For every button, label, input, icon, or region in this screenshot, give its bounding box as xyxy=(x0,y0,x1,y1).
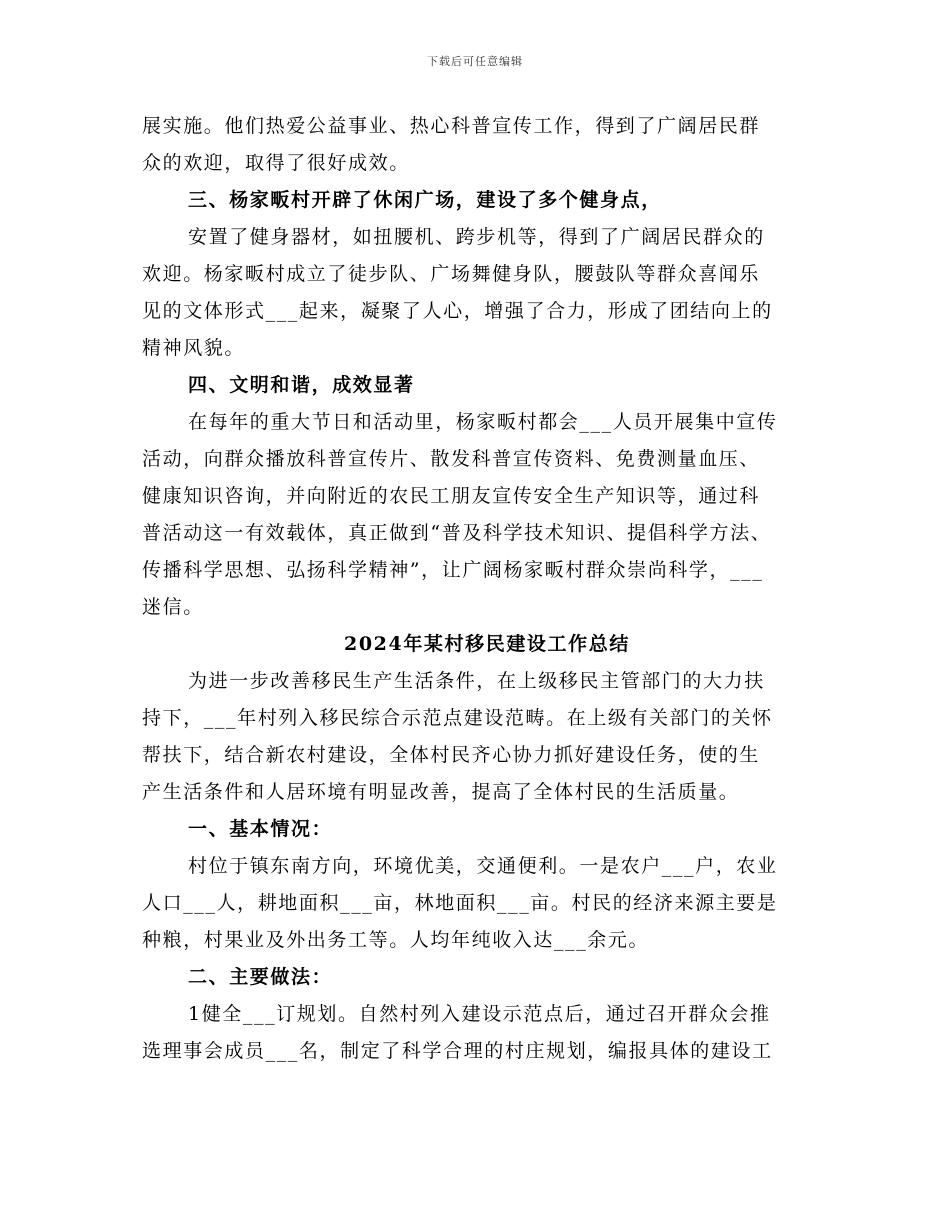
text-line: 为进一步改善移民生产生活条件，在上级移民主管部门的大力扶 xyxy=(188,670,765,692)
document-title: 2024年某村移民建设工作总结 xyxy=(344,633,630,655)
text-line: 精神风貌。 xyxy=(142,337,246,359)
text-line: 迷信。 xyxy=(142,596,204,618)
text-line: 见的文体形式___起来，凝聚了人心，增强了合力，形成了团结向上的 xyxy=(142,300,773,322)
section-heading: 三、杨家畈村开辟了休闲广场，建设了多个健身点， xyxy=(188,189,662,211)
text-line: 在每年的重大节日和活动里，杨家畈村都会___人员开展集中宣传 xyxy=(188,411,778,433)
text-line: 展实施。他们热爱公益事业、热心科普宣传工作，得到了广阔居民群 xyxy=(142,115,761,137)
text-line: 持下，___年村列入移民综合示范点建设范畴。在上级有关部门的关怀 xyxy=(142,707,773,729)
section-heading: 一、基本情况： xyxy=(188,818,333,840)
page-header: 下载后可任意编辑 xyxy=(427,55,523,68)
text-line: 1健全___订规划。自然村列入建设示范点后，通过召开群众会推 xyxy=(188,1003,771,1025)
section-heading: 二、主要做法： xyxy=(188,966,333,988)
text-line: 帮扶下，结合新农村建设，全体村民齐心协力抓好建设任务，使的生 xyxy=(142,744,761,766)
section-heading: 四、文明和谐，成效显著 xyxy=(188,374,415,396)
text-line: 村位于镇东南方向，环境优美，交通便利。一是农户___户，农业 xyxy=(188,855,778,877)
text-line: 产生活条件和人居环境有明显改善，提高了全体村民的生活质量。 xyxy=(142,781,740,803)
text-line: 传播科学思想、弘扬科学精神”，让广阔杨家畈村群众崇尚科学，___ xyxy=(142,559,764,581)
text-line: 选理事会成员___名，制定了科学合理的村庄规划，编报具体的建设工 xyxy=(142,1040,773,1062)
text-line: 健康知识咨询，并向附近的农民工朋友宣传安全生产知识等，通过科 xyxy=(142,485,761,507)
text-line: 人口___人，耕地面积___亩，林地面积___亩。村民的经济来源主要是 xyxy=(142,892,778,914)
text-line: 种粮，村果业及外出务工等。人均年纯收入达___余元。 xyxy=(142,929,650,951)
text-line: 欢迎。杨家畈村成立了徒步队、广场舞健身队，腰鼓队等群众喜闻乐 xyxy=(142,263,761,285)
document-body xyxy=(142,108,832,1070)
text-line: 众的欢迎，取得了很好成效。 xyxy=(142,152,410,174)
text-line: 普活动这一有效载体，真正做到“普及科学技术知识、提倡科学方法、 xyxy=(142,522,772,544)
text-line: 活动，向群众播放科普宣传片、散发科普宣传资料、免费测量血压、 xyxy=(142,448,761,470)
text-line: 安置了健身器材，如扭腰机、跨步机等，得到了广阔居民群众的 xyxy=(188,226,765,248)
